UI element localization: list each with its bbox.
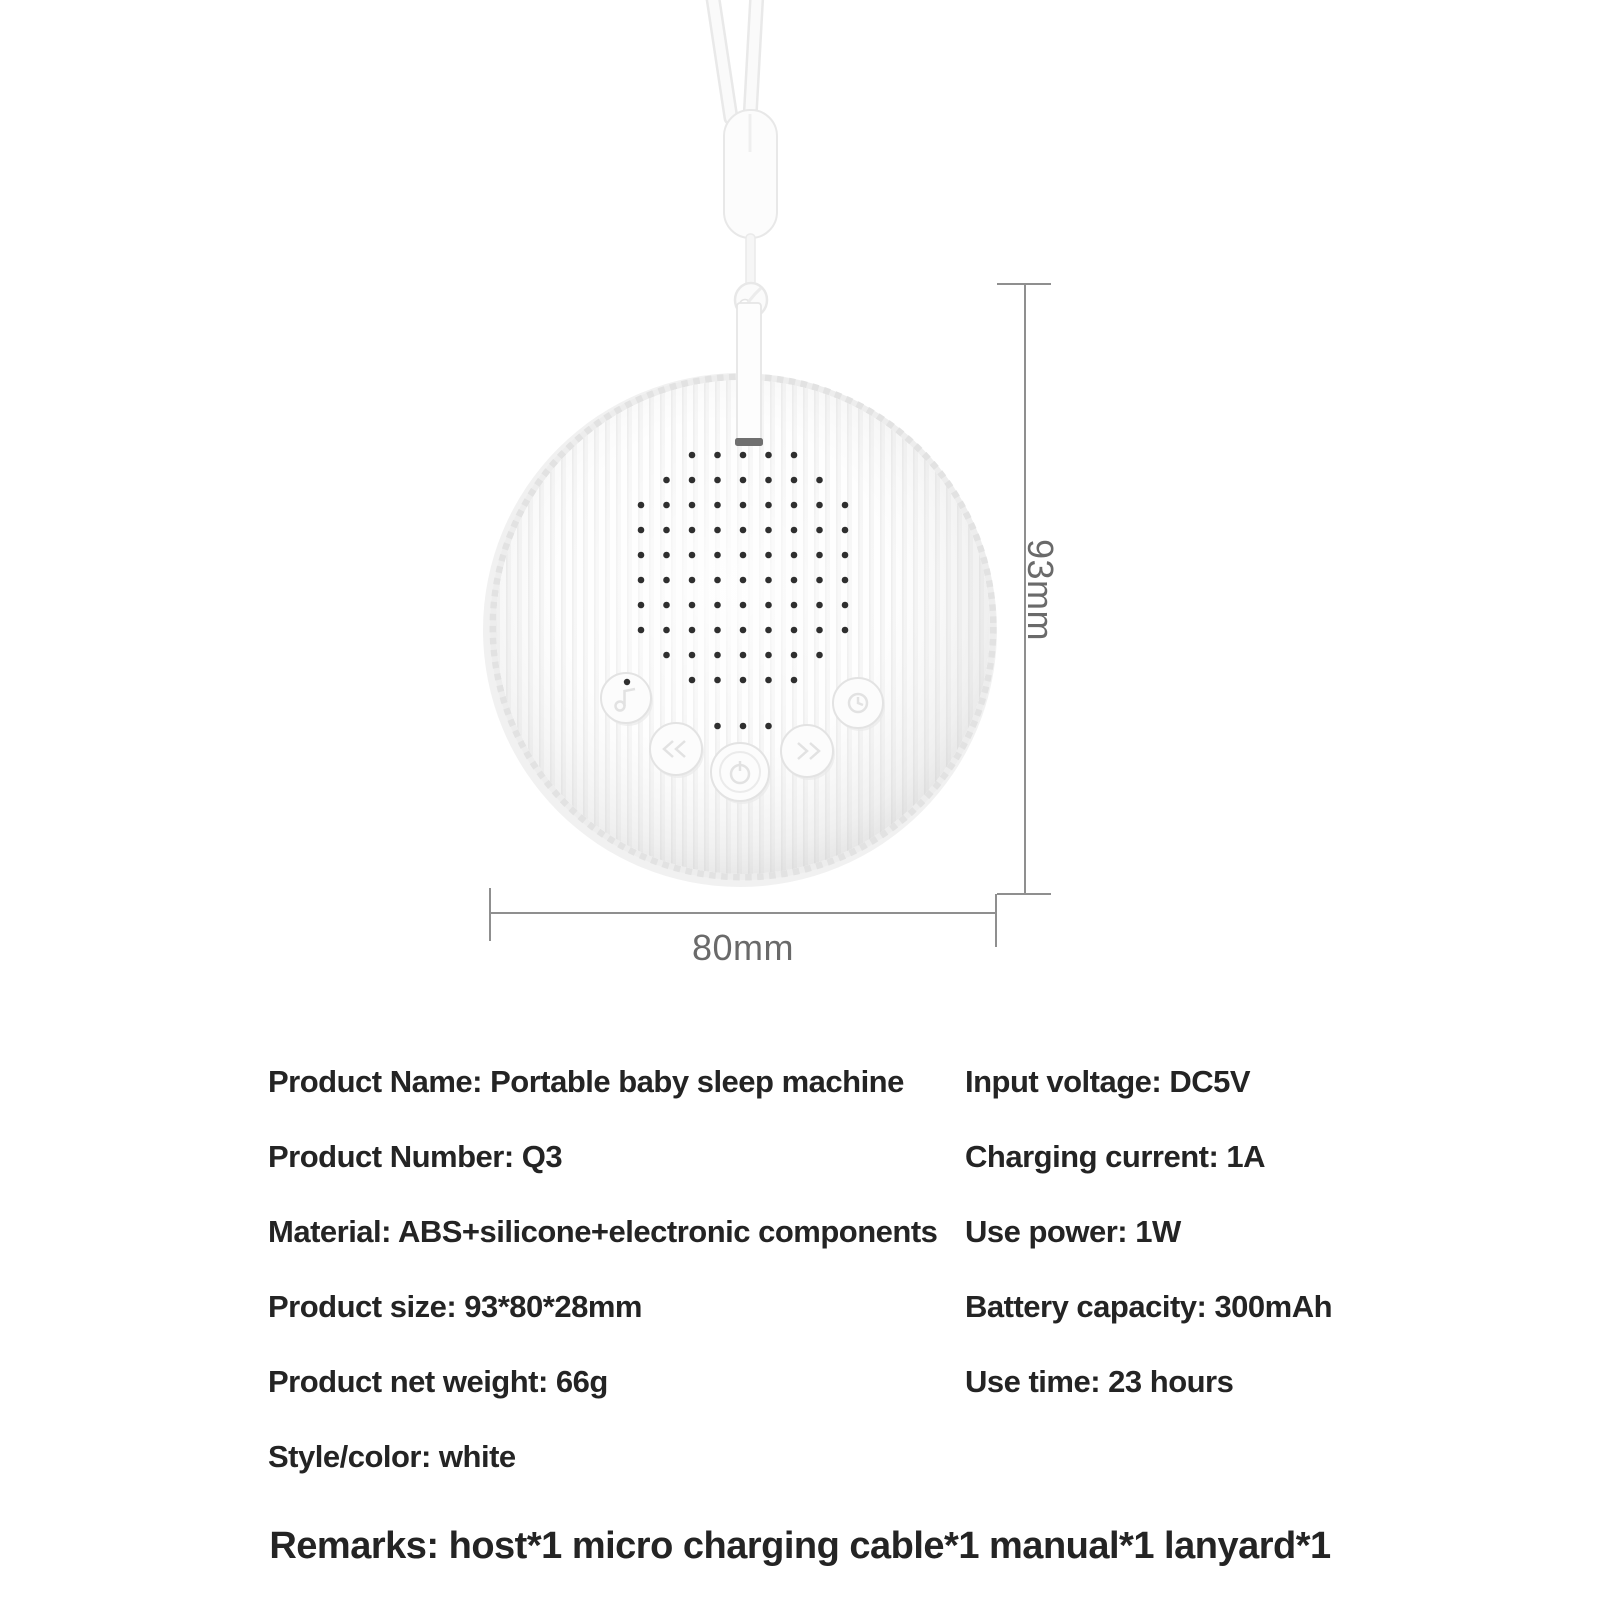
remarks-line: Remarks: host*1 micro charging cable*1 manual*1 lanyard*1 xyxy=(269,1525,1331,1567)
spec-product-size: Product size: 93*80*28mm xyxy=(268,1289,642,1324)
spec-product-name: Product Name: Portable baby sleep machine xyxy=(268,1064,904,1099)
lanyard-cord-thin xyxy=(746,234,755,290)
dimension-height-label: 93mm xyxy=(1020,538,1061,642)
spec-charging-current: Charging current: 1A xyxy=(965,1139,1266,1174)
spec-battery-capacity: Battery capacity: 300mAh xyxy=(965,1289,1333,1324)
spec-use-time: Use time: 23 hours xyxy=(965,1364,1234,1399)
spec-material: Material: ABS+silicone+electronic components xyxy=(268,1214,938,1249)
spec-net-weight: Product net weight: 66g xyxy=(268,1364,608,1399)
spec-input-voltage: Input voltage: DC5V xyxy=(965,1064,1251,1099)
spec-column-left xyxy=(268,1066,937,1472)
lanyard xyxy=(712,0,777,317)
spec-column-right xyxy=(965,1066,1332,1397)
led-dot xyxy=(624,679,630,685)
spec-product-number: Product Number: Q3 xyxy=(268,1139,563,1174)
strap-slot xyxy=(735,438,763,446)
spec-use-power: Use power: 1W xyxy=(965,1214,1181,1249)
dimension-width-label: 80mm xyxy=(691,927,795,968)
spec-style-color: Style/color: white xyxy=(268,1439,516,1474)
lanyard-strap xyxy=(735,303,763,446)
